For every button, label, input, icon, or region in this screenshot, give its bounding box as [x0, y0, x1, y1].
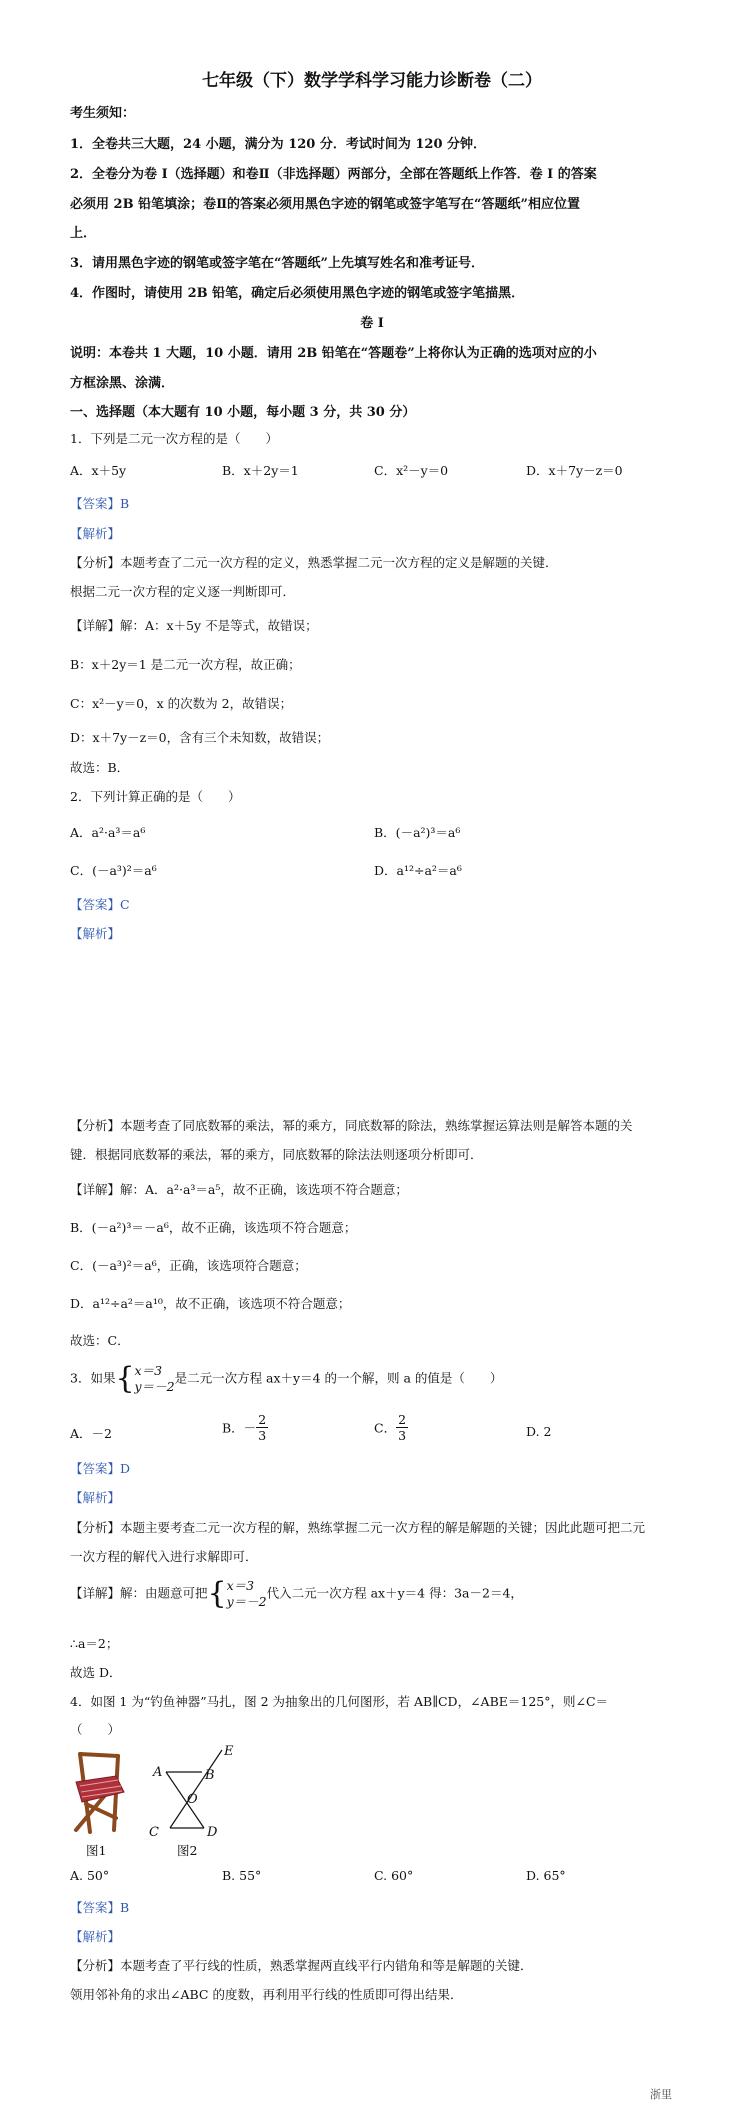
section-heading: 一、选择题（本大题有 10 小题，每小题 3 分，共 30 分） — [70, 405, 416, 420]
juan-heading: 卷 I — [360, 316, 384, 331]
fig1-caption: 图1 — [86, 1843, 107, 1858]
q2-fenxi2: 键．根据同底数幂的乘法，幂的乘方，同底数幂的除法法则逐项分析即可． — [70, 1147, 483, 1162]
q1-stem: 1．下列是二元一次方程的是（ ） — [70, 431, 278, 446]
q4-fenxi: 【分析】本题考查了平行线的性质，熟悉掌握两直线平行内错角和等是解题的关键． — [70, 1958, 533, 1973]
q3-fenxi2: 一次方程的解代入进行求解即可． — [70, 1549, 258, 1564]
q2-detail-4: D．a¹²÷a²＝a¹⁰，故不正确，该选项不符合题意； — [70, 1296, 351, 1311]
notice-2a: 2．全卷分为卷 I（选择题）和卷Ⅱ（非选择题）两部分，全部在答题纸上作答．卷 I 的答案 — [70, 167, 597, 182]
q1-opt-c: C．x²－y＝0 — [374, 463, 449, 478]
point-e-label: E — [224, 1744, 234, 1759]
q1-conclusion: 故选：B． — [70, 760, 130, 775]
frac-den: 3 — [258, 1428, 267, 1443]
q1-opt-d: D．x＋7y－z＝0 — [526, 463, 623, 478]
q3-detail-1 — [70, 1578, 523, 1610]
q4-jiexi: 【解析】 — [70, 1929, 121, 1944]
q3-detail-system — [227, 1578, 267, 1610]
q3-opt-d: D. 2 — [526, 1424, 552, 1439]
q4-opt-c: C. 60° — [374, 1868, 414, 1883]
brace-icon: { — [115, 1361, 135, 1396]
point-c-label: C — [149, 1825, 159, 1840]
frac-num: 2 — [258, 1412, 267, 1427]
page-title: 七年级（下）数学学科学习能力诊断卷（二） — [202, 71, 542, 91]
q3-detail-post: 代入二元一次方程 ax＋y＝4 得：3a－2＝4， — [266, 1585, 523, 1601]
notice-2b: 必须用 2B 铅笔填涂；卷Ⅱ的答案必须用黑色字迹的钢笔或签字笔写在“答题纸”相应位置 — [70, 197, 580, 212]
q3-sys-1: x＝3 — [134, 1363, 163, 1378]
point-o-label: O — [187, 1792, 198, 1807]
q3-opt-b-label: B．－ — [222, 1420, 257, 1436]
q3-sys-2: y＝－2 — [226, 1594, 267, 1609]
q1-detail-1: 【详解】解：A：x＋5y 不是等式，故错误； — [70, 618, 318, 633]
q1-fenxi: 【分析】本题考查了二元一次方程的定义，熟悉掌握二元一次方程的定义是解题的关键． — [70, 555, 558, 570]
point-d-label: D — [207, 1825, 218, 1840]
q2-detail-3: C．(－a³)²＝a⁶，正确，该选项符合题意； — [70, 1258, 307, 1273]
q3-fenxi: 【分析】本题主要考查二元一次方程的解，熟练掌握二元一次方程的解是解题的关键；因此此题可把二元 — [70, 1520, 646, 1535]
desc-b: 方框涂黑、涂满． — [70, 376, 175, 391]
q4-stem-2: （ ） — [70, 1722, 121, 1737]
q3-opt-a: A．－2 — [70, 1426, 112, 1441]
q3-sys-1: x＝3 — [226, 1578, 255, 1593]
q3-detail-pre: 【详解】解：由题意可把 — [70, 1585, 208, 1601]
q1-opt-b: B．x＋2y＝1 — [222, 463, 299, 478]
q4-fenxi2: 领用邻补角的求出∠ABC 的度数，再利用平行线的性质即可得出结果． — [70, 1987, 463, 2002]
q3-detail-2: ∴a＝2； — [70, 1636, 119, 1651]
q4-opt-d: D. 65° — [526, 1868, 566, 1883]
q3-answer: 【答案】D — [70, 1461, 131, 1476]
q2-opt-d: D．a¹²÷a²＝a⁶ — [374, 863, 462, 878]
q2-jiexi: 【解析】 — [70, 926, 121, 941]
q2-fenxi: 【分析】本题考查了同底数幂的乘法，幂的乘方，同底数幂的除法，熟练掌握运算法则是解答本题的关 — [70, 1118, 633, 1133]
q2-conclusion: 故选：C． — [70, 1333, 130, 1348]
q3-sys-2: y＝－2 — [134, 1379, 175, 1394]
notice-1: 1．全卷共三大题，24 小题，满分为 120 分．考试时间为 120 分钟． — [70, 137, 487, 152]
q4-opt-a: A. 50° — [70, 1868, 110, 1883]
q2-opt-c: C．(－a³)²＝a⁶ — [70, 863, 157, 878]
notice-4: 4．作图时，请使用 2B 铅笔，确定后必须使用黑色字迹的钢笔或签字笔描黑． — [70, 286, 525, 301]
q2-detail-2: B．(－a²)³＝－a⁶，故不正确，该选项不符合题意； — [70, 1220, 357, 1235]
q2-stem: 2．下列计算正确的是（ ） — [70, 789, 241, 804]
q2-opt-a: A．a²·a³＝a⁶ — [70, 825, 146, 840]
q3-opt-b — [222, 1412, 268, 1443]
q3-stem-pre: 3．如果 — [70, 1370, 116, 1386]
q1-opt-a: A．x＋5y — [70, 463, 127, 478]
folding-stool-image — [66, 1746, 138, 1838]
notice-head: 考生须知： — [70, 106, 136, 121]
q1-jiexi: 【解析】 — [70, 526, 121, 541]
q1-answer: 【答案】B — [70, 496, 130, 511]
point-b-label: B — [205, 1768, 215, 1783]
q3-stem — [70, 1363, 502, 1395]
q3-stem-post: 是二元一次方程 ax＋y＝4 的一个解，则 a 的值是（ ） — [174, 1370, 503, 1386]
q3-jiexi: 【解析】 — [70, 1490, 121, 1505]
q4-opt-b: B. 55° — [222, 1868, 262, 1883]
q2-detail-1: 【详解】解：A．a²·a³＝a⁵，故不正确，该选项不符合题意； — [70, 1182, 408, 1197]
q2-opt-b: B．(－a²)³＝a⁶ — [374, 825, 461, 840]
q3-system — [135, 1363, 175, 1395]
fig2-caption: 图2 — [177, 1843, 198, 1858]
point-a-label: A — [153, 1765, 163, 1780]
q3-opt-c-frac — [396, 1412, 408, 1443]
frac-den: 3 — [398, 1428, 407, 1443]
q1-detail-4: D：x＋7y－z＝0，含有三个未知数，故错误； — [70, 730, 330, 745]
q3-conclusion: 故选 D． — [70, 1665, 122, 1680]
notice-2c: 上． — [70, 226, 97, 241]
q4-answer: 【答案】B — [70, 1900, 130, 1915]
q3-opt-c-label: C． — [374, 1420, 397, 1436]
q1-detail-2: B：x＋2y＝1 是二元一次方程，故正确； — [70, 657, 301, 672]
q3-opt-b-frac — [256, 1412, 268, 1443]
brace-icon: { — [207, 1576, 227, 1611]
frac-num: 2 — [398, 1412, 407, 1427]
q3-opt-c — [374, 1412, 408, 1443]
notice-3: 3．请用黑色字迹的钢笔或签字笔在“答题纸”上先填写姓名和准考证号． — [70, 256, 485, 271]
q1-fenxi2: 根据二元一次方程的定义逐一判断即可． — [70, 584, 296, 599]
desc-a: 说明：本卷共 1 大题，10 小题．请用 2B 铅笔在“答题卷”上将你认为正确的选项对应的小 — [70, 346, 597, 361]
q1-detail-3: C：x²－y＝0，x 的次数为 2，故错误； — [70, 696, 293, 711]
q4-stem: 4．如图 1 为“钓鱼神器”马扎，图 2 为抽象出的几何图形，若 AB∥CD，∠ABE＝125°，则∠C＝ — [70, 1694, 609, 1709]
footer-mark: 浙里 — [650, 2088, 672, 2101]
q2-answer: 【答案】C — [70, 897, 130, 912]
